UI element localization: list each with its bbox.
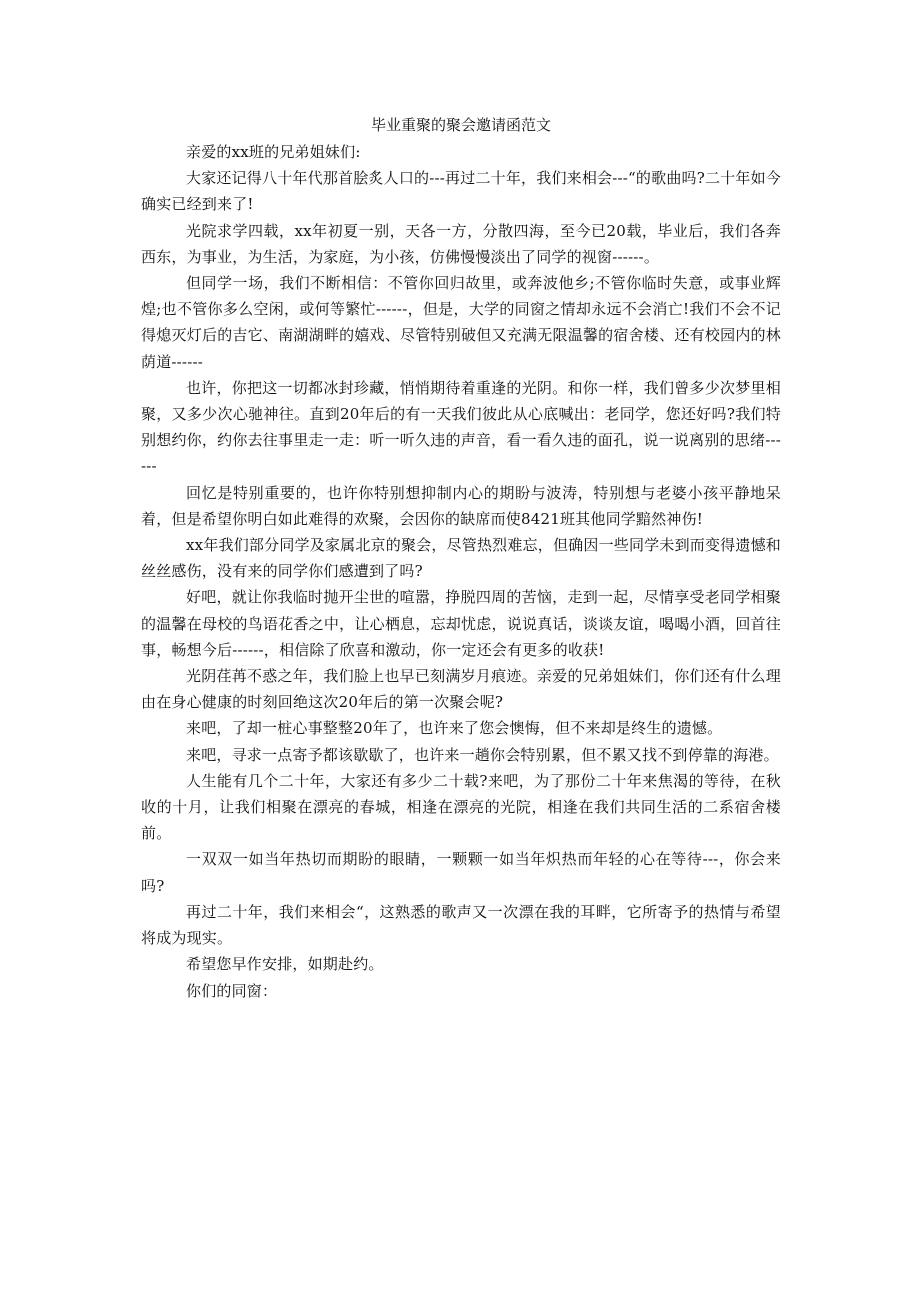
paragraph-7: 好吧，就让你我临时抛开尘世的喧嚣，挣脱四周的苦恼，走到一起，尽情享受老同学相聚的温馨在母校的鸟语花香之中，让心栖息，忘却忧虑，说说真话，谈谈友谊，喝喝小酒，回首往事，畅想今后------，相信除了欣喜和激动，你一定还会有更多的收获! (141, 588, 781, 659)
paragraph-8: 光阴荏苒不惑之年，我们脸上也早已刻满岁月痕迹。亲爱的兄弟姐妹们，你们还有什么理由在身心健康的时刻回绝这次20年后的第一次聚会呢? (141, 667, 781, 712)
paragraph-14: 希望您早作安排，如期赴约。 (186, 955, 384, 974)
document-page (141, 112, 781, 1004)
paragraph-9: 来吧，了却一桩心事整整20年了，也许来了您会懊悔，但不来却是终生的遗憾。 (186, 719, 723, 738)
paragraph-13: 再过二十年，我们来相会“，这熟悉的歌声又一次漂在我的耳畔，它所寄予的热情与希望将成为现实。 (141, 902, 781, 948)
paragraph-3: 但同学一场，我们不断相信：不管你回归故里，或奔波他乡;不管你临时失意，或事业辉煌;也不管你多么空闲，或何等繁忙------，但是，大学的同窗之情却永远不会消亡!我们不会不记得熄灭灯后的吉它、南湖湖畔的嬉戏、尽管特别破但又充满无限温馨的宿舍楼、还有校园内的林荫道------ (141, 274, 781, 371)
document-title: 毕业重聚的聚会邀请函范文 (370, 116, 551, 134)
paragraph-12: 一双双一如当年热切而期盼的眼睛，一颗颗一如当年炽热而年轻的心在等待---，你会来吗? (141, 850, 781, 895)
paragraph-6: xx年我们部分同学及家属北京的聚会，尽管热烈难忘，但确因一些同学未到而变得遗憾和丝丝感伤，没有来的同学你们感遭到了吗? (141, 536, 781, 581)
paragraph-5: 回忆是特别重要的，也许你特别想抑制内心的期盼与波涛，特别想与老婆小孩平静地呆着，但是希望你明白如此难得的欢聚，会因你的缺席而使8421班其他同学黯然神伤! (141, 483, 781, 528)
paragraph-2: 光院求学四载，xx年初夏一别，天各一方，分散四海，至今已20载，毕业后，我们各奔西东，为事业，为生活，为家庭，为小孩，仿佛慢慢淡出了同学的视窗------。 (141, 221, 781, 266)
paragraph-4: 也许，你把这一切都冰封珍藏，悄悄期待着重逢的光阴。和你一样，我们曾多少次梦里相聚，又多少次心驰神往。直到20年后的有一天我们彼此从心底喊出：老同学，您还好吗?我们特别想约你，约你去往事里走一走：听一听久违的声音，看一看久违的面孔，说一说离别的思绪------ (141, 378, 781, 476)
paragraph-10: 来吧，寻求一点寄予都该歇歇了，也许来一趟你会特别累，但不累又找不到停靠的海港。 (186, 745, 779, 764)
signature-line: 你们的同窗： (186, 981, 278, 1000)
greeting: 亲爱的xx班的兄弟姐妹们: (186, 143, 361, 161)
paragraph-11: 人生能有几个二十年，大家还有多少二十载?来吧，为了那份二十年来焦渴的等待，在秋收的十月，让我们相聚在漂亮的春城，相逢在漂亮的光院，相逢在我们共同生活的二系宿舍楼前。 (141, 771, 781, 843)
paragraph-1: 大家还记得八十年代那首脍炙人口的---再过二十年，我们来相会---“的歌曲吗?二十年如今确实已经到来了! (141, 169, 781, 214)
